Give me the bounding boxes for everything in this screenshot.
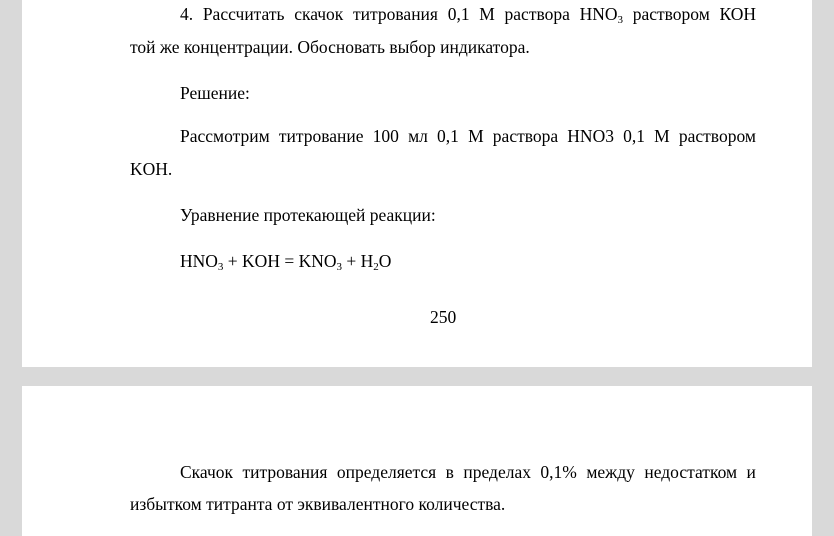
consider-line-1: Рассмотрим титрование 100 мл 0,1 М раствора HNO3 0,1 М раствором: [180, 126, 756, 146]
document-page-2: [22, 386, 812, 536]
document-page-1: [22, 0, 812, 367]
consider-line-2: KOH.: [130, 159, 173, 179]
page-number: 250: [430, 307, 457, 327]
jump-line-2: избытком титранта от эквивалентного количества.: [130, 494, 506, 514]
equation-heading: Уравнение протекающей реакции:: [180, 205, 436, 225]
jump-line-1: Скачок титрования определяется в пределах 0,1% между недостатком и: [180, 462, 756, 482]
hno3-formula: $HNO_3$: [579, 4, 623, 26]
task-line-1: 4. Рассчитать скачок титрования 0,1 М раствора $HNO_3$ раствором КОН: [180, 4, 756, 26]
reaction-equation: $HNO_3$ + KOH = $KNO_3 + H_2O$: [180, 251, 392, 273]
task-line-2: той же концентрации. Обосновать выбор индикатора.: [130, 37, 530, 57]
solution-heading: Решение:: [180, 83, 250, 103]
